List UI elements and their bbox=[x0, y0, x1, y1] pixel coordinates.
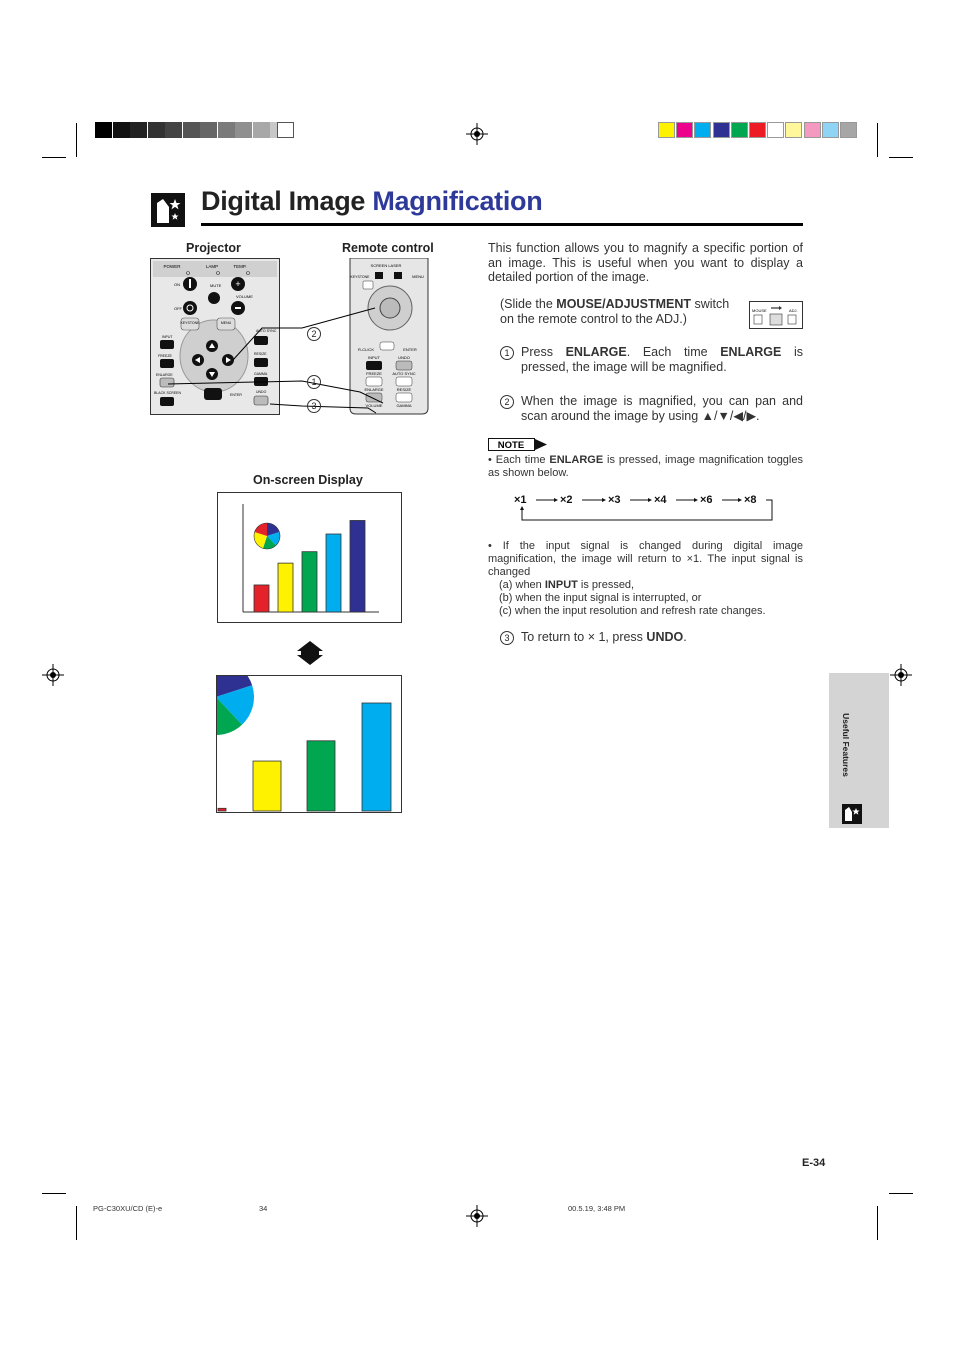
svg-text:VOLUME: VOLUME bbox=[236, 294, 253, 299]
svg-text:RESIZE: RESIZE bbox=[254, 352, 267, 356]
osd-chart-normal bbox=[217, 492, 402, 623]
svg-text:GAMMA: GAMMA bbox=[396, 403, 412, 408]
color-swatch bbox=[749, 122, 766, 138]
color-swatch bbox=[658, 122, 675, 138]
svg-text:INPUT: INPUT bbox=[162, 335, 173, 339]
useful-features-tab-icon bbox=[842, 804, 862, 824]
footer-center: 34 bbox=[259, 1204, 268, 1213]
callout-1: 1 bbox=[307, 375, 321, 389]
svg-text:RESIZE: RESIZE bbox=[396, 387, 412, 392]
projector-label: Projector bbox=[186, 241, 241, 255]
svg-text:NOTE: NOTE bbox=[497, 440, 525, 451]
chart-bar bbox=[307, 741, 335, 811]
color-swatch bbox=[804, 122, 821, 138]
sequence-label: ×4 bbox=[654, 494, 667, 506]
sequence-label: ×2 bbox=[560, 494, 573, 506]
sequence-arrowhead bbox=[648, 498, 652, 502]
svg-text:BLACK SCREEN: BLACK SCREEN bbox=[154, 391, 182, 395]
svg-text:+: + bbox=[235, 279, 241, 289]
useful-features-icon bbox=[151, 193, 185, 227]
color-swatch bbox=[840, 122, 857, 138]
step-2-text: When the image is magnified, you can pan and scan around the image by using ▲/▼/◀/▶. bbox=[521, 394, 803, 423]
registration-mark-icon bbox=[466, 123, 488, 145]
svg-text:MUTE: MUTE bbox=[210, 283, 222, 288]
greyscale-swatch bbox=[253, 122, 270, 138]
svg-text:FREEZE: FREEZE bbox=[158, 354, 172, 358]
crop-mark bbox=[76, 123, 77, 157]
registration-mark-icon bbox=[42, 664, 64, 686]
chart-bar bbox=[278, 563, 293, 612]
step-1-text: Press ENLARGE. Each time ENLARGE is pressed, the image will be magnified. bbox=[521, 345, 804, 374]
sequence-label: ×6 bbox=[700, 494, 713, 506]
step-number: 1 bbox=[500, 346, 514, 360]
mouse-adj-switch-icon bbox=[749, 301, 803, 329]
svg-text:ADJ.: ADJ. bbox=[789, 308, 798, 313]
svg-text:ENTER: ENTER bbox=[403, 347, 417, 352]
color-swatch bbox=[767, 122, 784, 138]
greyscale-swatch bbox=[183, 122, 200, 138]
crop-mark bbox=[877, 1206, 878, 1240]
color-swatch bbox=[731, 122, 748, 138]
svg-text:FREEZE: FREEZE bbox=[366, 371, 382, 376]
svg-text:AUTO SYNC: AUTO SYNC bbox=[392, 371, 416, 376]
color-swatch bbox=[822, 122, 839, 138]
crop-mark bbox=[42, 157, 66, 158]
sequence-label: ×1 bbox=[514, 494, 527, 506]
greyscale-swatch bbox=[130, 122, 147, 138]
svg-text:R-CLICK: R-CLICK bbox=[357, 347, 375, 352]
greyscale-swatch bbox=[113, 122, 130, 138]
greyscale-swatch bbox=[95, 122, 112, 138]
svg-text:ENLARGE: ENLARGE bbox=[156, 373, 173, 377]
svg-text:INPUT: INPUT bbox=[368, 355, 380, 360]
chart-bar bbox=[218, 808, 226, 811]
svg-text:ON: ON bbox=[174, 282, 180, 287]
sequence-label: ×3 bbox=[608, 494, 621, 506]
step-number: 2 bbox=[500, 395, 514, 409]
svg-text:GAMMA: GAMMA bbox=[254, 372, 268, 376]
svg-text:SCREEN LASER: SCREEN LASER bbox=[370, 263, 402, 268]
chart-bar bbox=[362, 703, 391, 811]
svg-text:VOLUME: VOLUME bbox=[365, 403, 383, 408]
footer-left: PG-C30XU/CD (E)-e bbox=[93, 1204, 163, 1213]
svg-text:AUTO SYNC: AUTO SYNC bbox=[256, 329, 277, 333]
crop-mark bbox=[889, 157, 913, 158]
step-3-text: To return to × 1, press UNDO. bbox=[521, 630, 687, 644]
callout-2: 2 bbox=[307, 327, 321, 341]
page-title: Digital Image Magnification bbox=[201, 186, 543, 216]
greyscale-swatch bbox=[200, 122, 217, 138]
sequence-arrowhead bbox=[602, 498, 606, 502]
crop-mark bbox=[42, 1193, 66, 1194]
callout-lines bbox=[150, 300, 410, 420]
svg-text:OFF: OFF bbox=[174, 306, 182, 311]
svg-text:MOUSE: MOUSE bbox=[752, 308, 767, 313]
greyscale-swatch bbox=[165, 122, 182, 138]
color-swatch bbox=[676, 122, 693, 138]
greyscale-swatch bbox=[277, 122, 294, 138]
page-number: E-34 bbox=[802, 1157, 826, 1169]
svg-text:TEMP.: TEMP. bbox=[233, 264, 247, 269]
osd-chart-magnified bbox=[216, 675, 402, 813]
callout-3: 3 bbox=[307, 399, 321, 413]
greyscale-swatch bbox=[235, 122, 252, 138]
magnification-sequence bbox=[512, 490, 777, 522]
greyscale-swatch bbox=[218, 122, 235, 138]
section-tab-label: Useful Features bbox=[841, 713, 851, 777]
crop-mark bbox=[76, 1206, 77, 1240]
sequence-arrowhead bbox=[738, 498, 742, 502]
color-swatch bbox=[694, 122, 711, 138]
note-bullet-1: • Each time ENLARGE is pressed, image magnification toggles as shown below. bbox=[488, 454, 803, 479]
osd-label: On-screen Display bbox=[253, 473, 363, 487]
svg-text:KEYSTONE: KEYSTONE bbox=[350, 275, 370, 279]
svg-text:MENU: MENU bbox=[412, 274, 424, 279]
crop-mark bbox=[889, 1193, 913, 1194]
svg-text:MENU: MENU bbox=[220, 321, 232, 325]
loop-back-arrowhead bbox=[520, 506, 524, 510]
chart-bar bbox=[350, 520, 365, 612]
sequence-arrowhead bbox=[554, 498, 558, 502]
note-label bbox=[488, 438, 548, 451]
svg-text:UNDO: UNDO bbox=[398, 355, 410, 360]
sequence-arrowhead bbox=[694, 498, 698, 502]
greyscale-swatch bbox=[148, 122, 165, 138]
chart-bar bbox=[254, 585, 269, 612]
slide-instruction: (Slide the MOUSE/ADJUSTMENT switch on the remote control to the ADJ.) bbox=[500, 297, 730, 326]
chart-bar bbox=[326, 534, 341, 612]
sequence-label: ×8 bbox=[744, 494, 757, 506]
color-swatch bbox=[713, 122, 730, 138]
crop-mark bbox=[877, 123, 878, 157]
title-rule bbox=[201, 223, 803, 226]
svg-text:LAMP: LAMP bbox=[205, 264, 219, 269]
chart-bar bbox=[253, 761, 281, 811]
chart-bar bbox=[302, 552, 317, 612]
svg-text:UNDO: UNDO bbox=[256, 390, 267, 394]
step-number: 3 bbox=[500, 631, 514, 645]
color-swatch bbox=[785, 122, 802, 138]
registration-mark-icon bbox=[890, 664, 912, 686]
remote-control-label: Remote control bbox=[342, 241, 434, 255]
intro-text: This function allows you to magnify a specific portion of an image. This is useful when you want to display a detailed portion of the image. bbox=[488, 241, 803, 284]
svg-text:ENTER: ENTER bbox=[230, 393, 242, 397]
footer-right: 00.5.19, 3:48 PM bbox=[568, 1204, 626, 1213]
registration-mark-icon bbox=[466, 1205, 488, 1227]
note-bullet-2: • If the input signal is changed during digital image magnification, the image will return to ×1. The input signal is changed (a) when INPUT is pressed, (b) when the input signal is interrupted, or (c) when the input resolution and refresh rate changes. bbox=[488, 540, 803, 617]
toggle-arrows-icon bbox=[297, 641, 323, 665]
svg-text:POWER: POWER bbox=[163, 264, 181, 269]
svg-text:ENLARGE: ENLARGE bbox=[364, 387, 384, 392]
svg-text:KEYSTONE: KEYSTONE bbox=[180, 321, 200, 325]
